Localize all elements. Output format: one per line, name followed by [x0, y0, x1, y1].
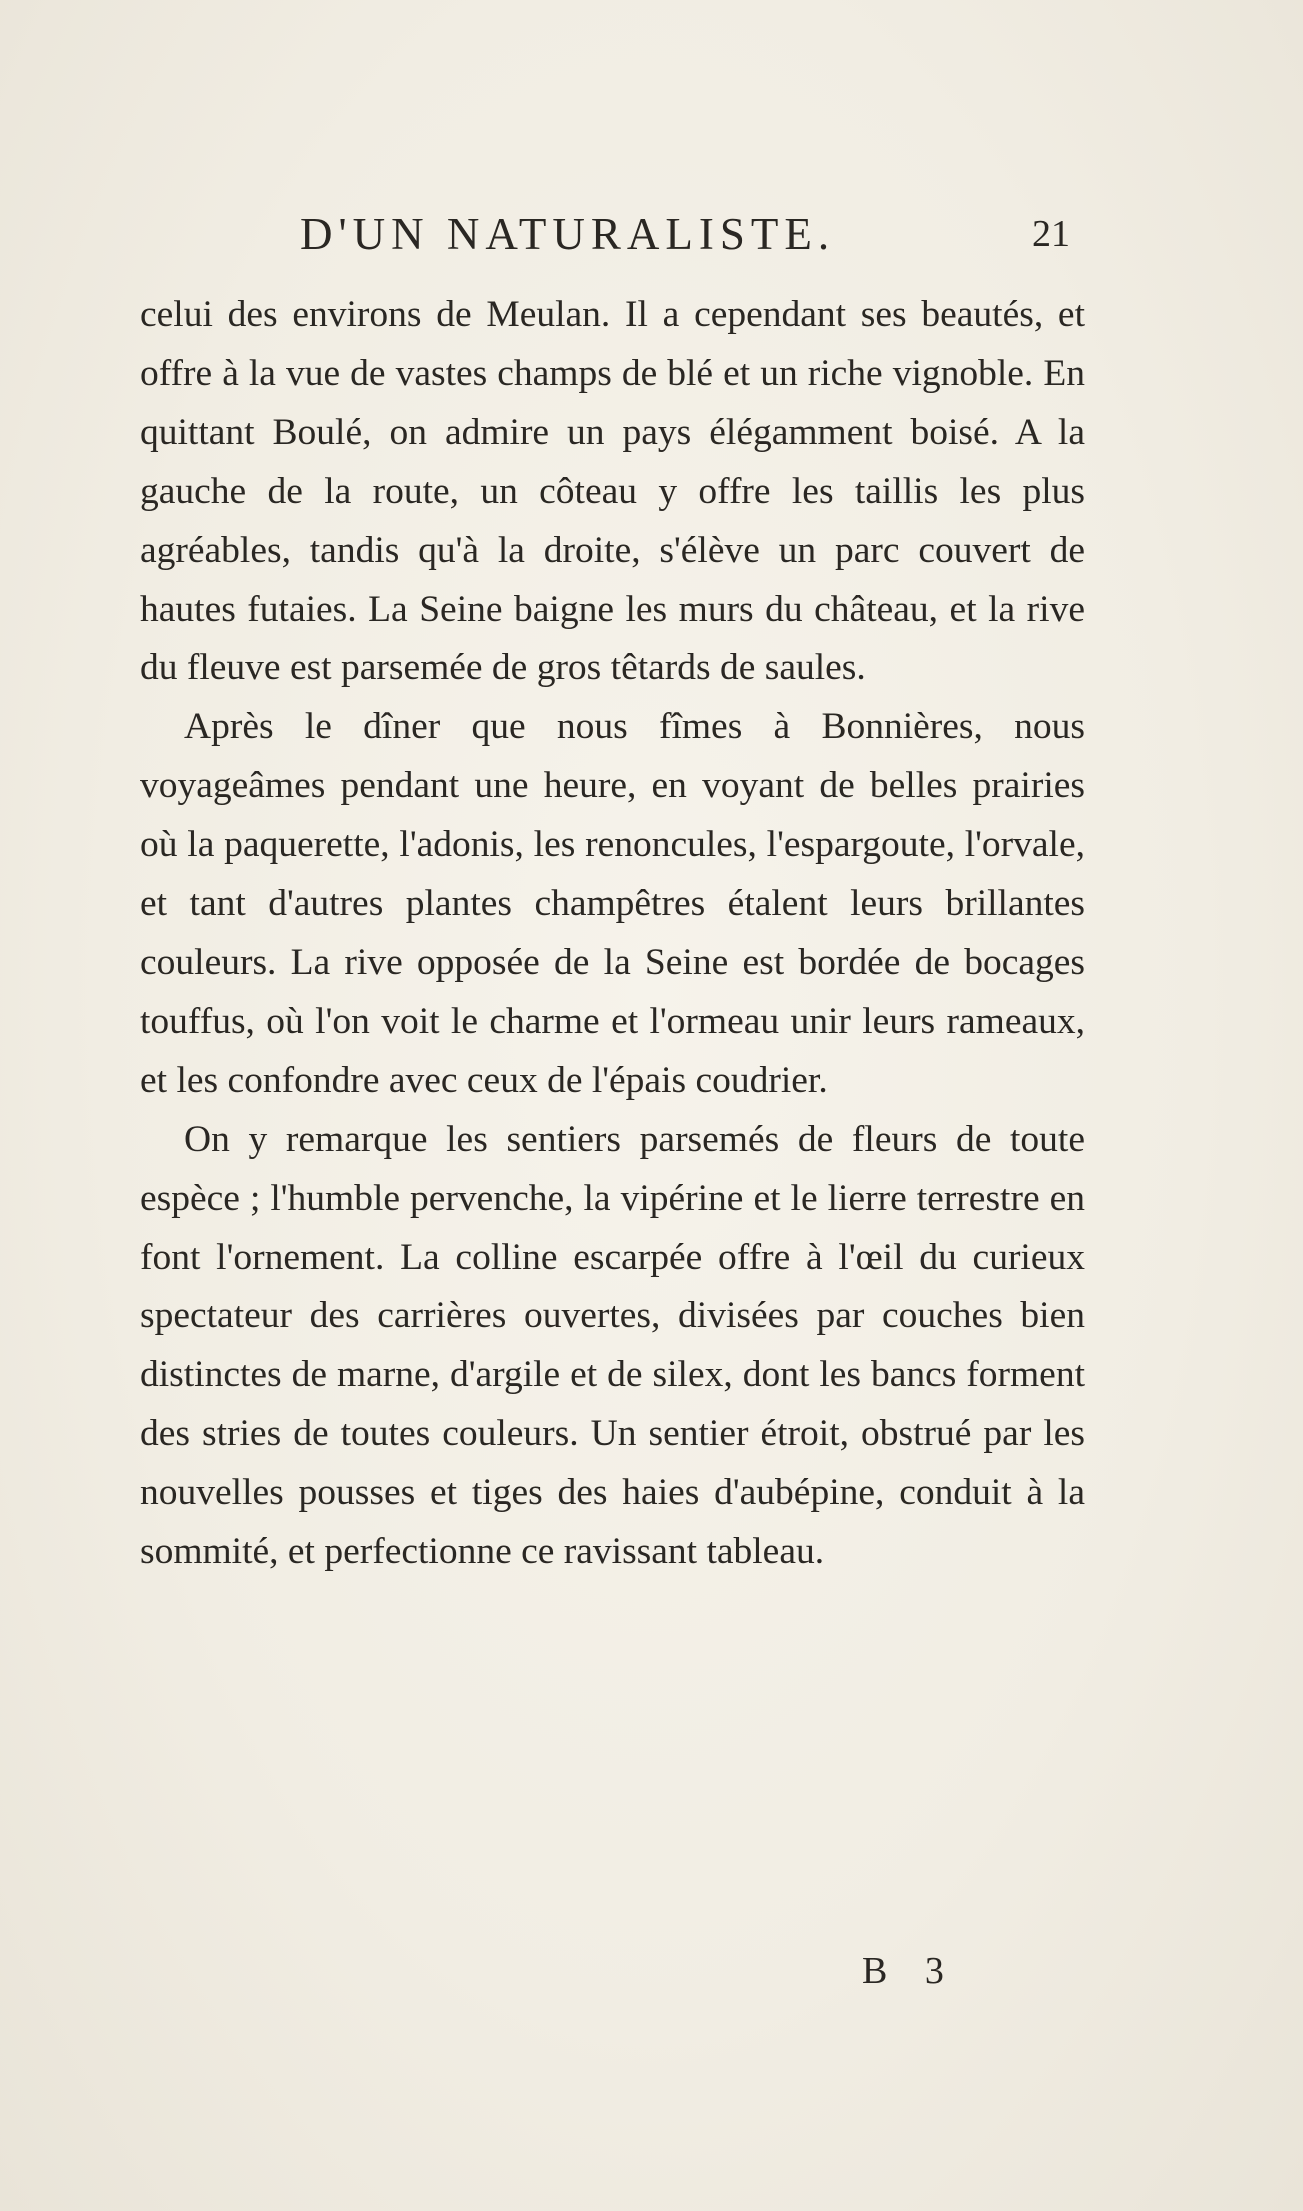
paragraph-continued: celui des environs de Meulan. Il a cependant ses beautés, et offre à la vue de vastes champs de blé et un riche vignoble. En quittant Boulé, on admire un pays élégamment boisé. A la gauche de la route, un côteau y offre les taillis les plus agréables, tandis qu'à la droite, s'élève un parc couvert de hautes futaies. La Seine baigne les murs du château, et la rive du fleuve est parsemée de gros têtards de saules. [140, 294, 1085, 689]
page-header [140, 208, 1080, 268]
signature-mark: B 3 [862, 1950, 958, 1992]
paragraph-sentiers: On y remarque les sentiers parsemés de fleurs de toute espèce ; l'humble pervenche, la vipérine et le lierre terrestre en font l'ornement. La colline escarpée offre à l'œil du curieux spectateur des carrières ouvertes, divisées par couches bien distinctes de marne, d'argile et de silex, dont les bancs forment des stries de toutes couleurs. Un sentier étroit, obstrué par les nouvelles pousses et tiges des haies d'aubépine, conduit à la sommité, et perfectionne ce ravissant tableau. [140, 1118, 1085, 1573]
body-text [140, 286, 1085, 1582]
running-title: D'UN NATURALISTE. [300, 209, 836, 259]
page-number: 21 [1032, 213, 1070, 255]
paragraph-bonnieres: Après le dîner que nous fîmes à Bonnières, nous voyageâmes pendant une heure, en voyant de belles prairies où la paquerette, l'adonis, les renoncules, l'espargoute, l'orvale, et tant d'autres plantes champêtres étalent leurs brillantes couleurs. La rive opposée de la Seine est bordée de bocages touffus, où l'on voit le charme et l'ormeau unir leurs rameaux, et les confondre avec ceux de l'épais coudrier. [140, 706, 1085, 1101]
